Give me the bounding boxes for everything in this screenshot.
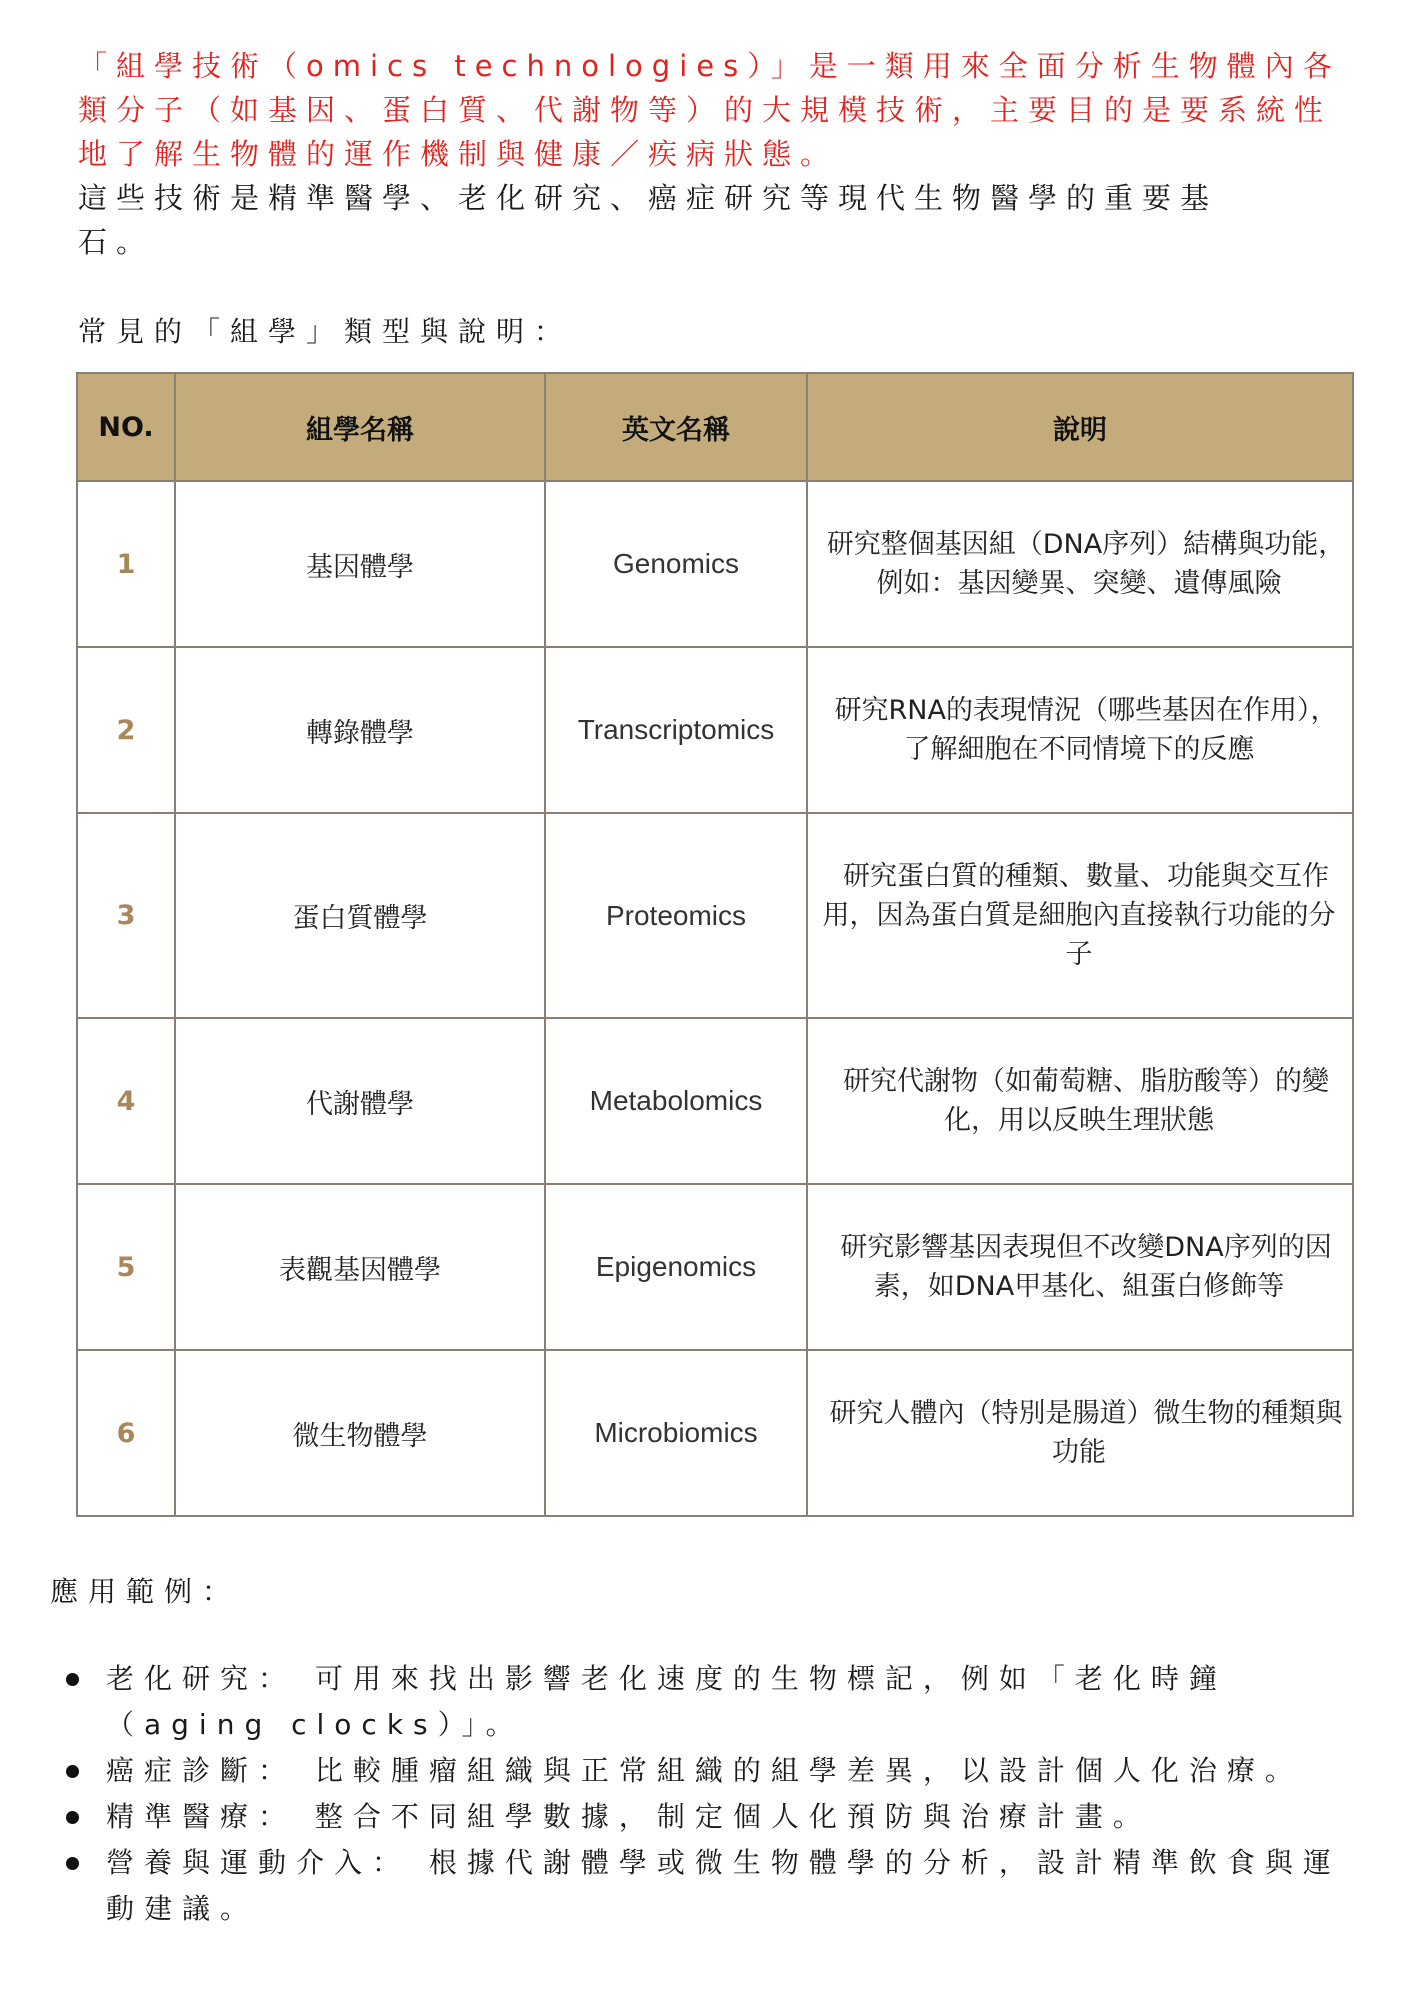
intro-importance: 這些技術是精準醫學、老化研究、癌症研究等現代生物醫學的重要基石。 bbox=[78, 181, 1219, 259]
table-header-row bbox=[77, 373, 1353, 481]
row-english-name: Microbiomics bbox=[545, 1350, 807, 1516]
row-description-cell bbox=[807, 481, 1353, 647]
row-omics-name: 微生物體學 bbox=[175, 1350, 545, 1516]
table-row bbox=[77, 1018, 1353, 1184]
row-omics-name: 轉錄體學 bbox=[175, 647, 545, 813]
row-description-cell bbox=[807, 813, 1353, 1018]
row-omics-name: 代謝體學 bbox=[175, 1018, 545, 1184]
row-omics-name: 表觀基因體學 bbox=[175, 1184, 545, 1350]
list-item bbox=[54, 1794, 1364, 1840]
row-description-cell bbox=[807, 1184, 1353, 1350]
list-item bbox=[54, 1748, 1364, 1794]
row-description-cell bbox=[807, 1018, 1353, 1184]
row-description-cell bbox=[807, 1350, 1353, 1516]
table-row bbox=[77, 1350, 1353, 1516]
bullet-icon bbox=[66, 1673, 79, 1686]
row-omics-name: 基因體學 bbox=[175, 481, 545, 647]
intro-definition: 「組學技術（omics technologies）」是一類用來全面分析生物體內各類分子（如基因、蛋白質、代謝物等）的大規模技術，主要目的是要系統性地了解生物體的運作機制與健康／疾病狀態。 bbox=[78, 49, 1341, 171]
row-description-cell bbox=[807, 647, 1353, 813]
applications-list bbox=[54, 1656, 1364, 1932]
row-description: 研究影響基因表現但不改變DNA序列的因素，如DNA甲基化、組蛋白修飾等 bbox=[840, 1232, 1332, 1302]
row-description: 研究RNA的表現情況（哪些基因在作用），了解細胞在不同情境下的反應 bbox=[834, 695, 1338, 765]
row-number: 4 bbox=[77, 1018, 175, 1184]
row-description: 研究整個基因組（DNA序列）結構與功能，例如：基因變異、突變、遺傳風險 bbox=[826, 529, 1346, 599]
row-number: 1 bbox=[77, 481, 175, 647]
omics-table bbox=[76, 372, 1354, 1517]
bullet-icon bbox=[66, 1857, 79, 1870]
row-number: 5 bbox=[77, 1184, 175, 1350]
row-english-name: Epigenomics bbox=[545, 1184, 807, 1350]
list-item bbox=[54, 1840, 1364, 1932]
row-english-name: Transcriptomics bbox=[545, 647, 807, 813]
table-row bbox=[77, 813, 1353, 1018]
application-text: 老化研究： 可用來找出影響老化速度的生物標記，例如「老化時鐘（aging clocks）」。 bbox=[106, 1662, 1227, 1741]
row-english-name: Metabolomics bbox=[545, 1018, 807, 1184]
applications-title: 應用範例： bbox=[50, 1575, 241, 1608]
row-number: 6 bbox=[77, 1350, 175, 1516]
table-row bbox=[77, 647, 1353, 813]
row-english-name: Proteomics bbox=[545, 813, 807, 1018]
header-description: 說明 bbox=[807, 373, 1353, 481]
row-description: 研究代謝物（如葡萄糖、脂肪酸等）的變化，用以反映生理狀態 bbox=[843, 1066, 1329, 1136]
table-row bbox=[77, 481, 1353, 647]
header-omics-name: 組學名稱 bbox=[175, 373, 545, 481]
row-omics-name: 蛋白質體學 bbox=[175, 813, 545, 1018]
application-text: 癌症診斷： 比較腫瘤組織與正常組織的組學差異，以設計個人化治療。 bbox=[106, 1754, 1303, 1787]
row-english-name: Genomics bbox=[545, 481, 807, 647]
application-text: 精準醫療： 整合不同組學數據，制定個人化預防與治療計畫。 bbox=[106, 1800, 1151, 1833]
row-number: 2 bbox=[77, 647, 175, 813]
header-no: NO. bbox=[77, 373, 175, 481]
bullet-icon bbox=[66, 1765, 79, 1778]
table-row bbox=[77, 1184, 1353, 1350]
header-english-name: 英文名稱 bbox=[545, 373, 807, 481]
row-description: 研究蛋白質的種類、數量、功能與交互作用，因為蛋白質是細胞內直接執行功能的分子 bbox=[822, 861, 1336, 970]
application-text: 營養與運動介入： 根據代謝體學或微生物體學的分析，設計精準飲食與運動建議。 bbox=[106, 1846, 1341, 1925]
types-section-title: 常見的「組學」類型與說明： bbox=[78, 315, 573, 348]
row-description: 研究人體內（特別是腸道）微生物的種類與功能 bbox=[829, 1398, 1343, 1468]
intro-section bbox=[78, 44, 1348, 264]
row-number: 3 bbox=[77, 813, 175, 1018]
bullet-icon bbox=[66, 1811, 79, 1824]
list-item bbox=[54, 1656, 1364, 1748]
